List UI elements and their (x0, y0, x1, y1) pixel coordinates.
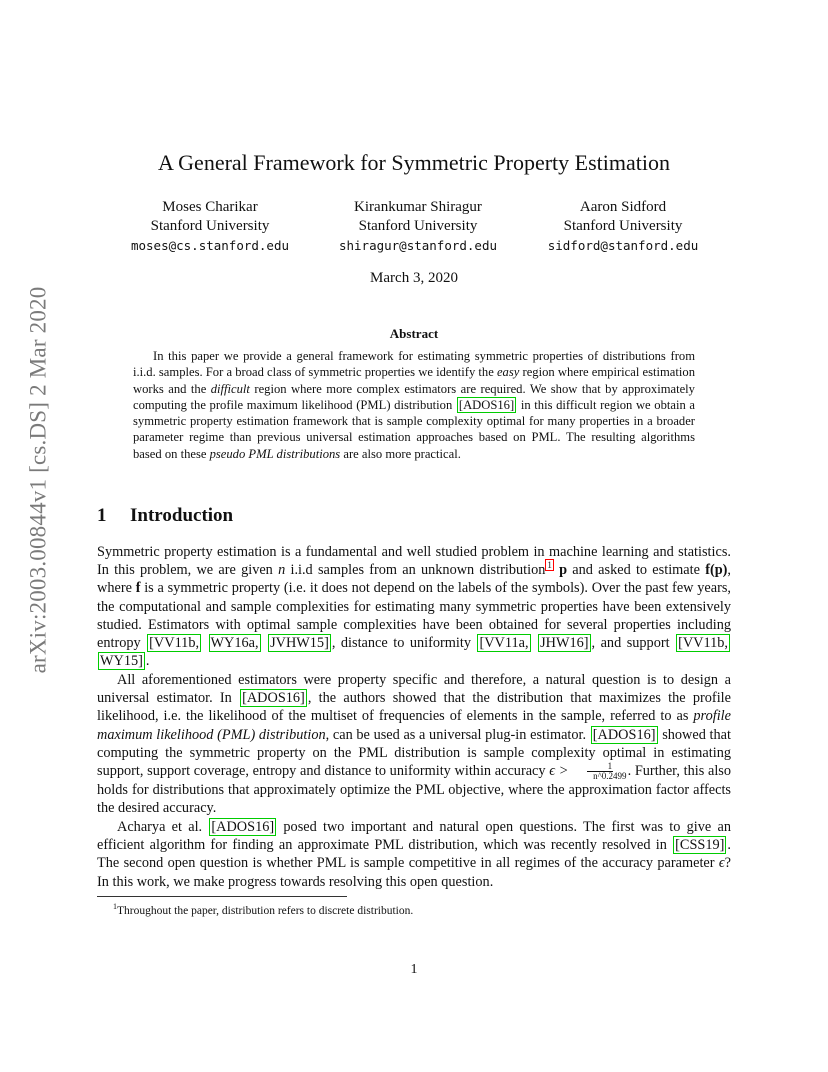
text-run: region where empirical estimation works and the (133, 365, 695, 396)
paragraph-2 (97, 671, 731, 818)
citation-link[interactable]: WY16a, (210, 635, 259, 652)
citation-link[interactable]: [ADOS16] (592, 726, 656, 743)
arxiv-stamp (20, 286, 56, 674)
citation-link[interactable]: WY15] (100, 653, 143, 670)
abstract-heading: Abstract (389, 326, 439, 341)
text-run: is a symmetric property (i.e. it does not depend on the labels of the symbols). Over the past few years, the computational and sample complexities for estimating many symmetric properties have been extensively studied. Estimators with optimal sample complexities have been obtained for several properties including entropy (97, 580, 731, 652)
text-run: , distance to uniformity (331, 635, 477, 652)
author-email: moses@cs.stanford.edu (130, 238, 290, 253)
text-run: , can be used as a universal plug-in estimator. (325, 726, 590, 743)
author-1 (95, 198, 325, 255)
math-p: p (559, 562, 568, 579)
math-fp: f(p) (705, 562, 728, 579)
math-fraction (573, 762, 626, 781)
citation-link[interactable]: [ADOS16] (211, 819, 275, 835)
abstract-text (133, 348, 695, 462)
citation-link[interactable]: [ADOS16] (458, 397, 515, 412)
math-f: f (135, 580, 141, 597)
emphasis-pml: profile maximum likelihood (PML) distribution (97, 708, 731, 743)
page-number: 1 (410, 962, 418, 977)
arxiv-stamp-text: arXiv:2003.00844v1 [cs.DS] 2 Mar 2020 (25, 286, 51, 674)
section-heading (97, 505, 233, 527)
text-run: Symmetric property estimation is a fundamental and well studied problem in machine learning and statistics. In this problem, we are given (97, 544, 731, 579)
footnote-text: Throughout the paper, distribution refers to discrete distribution. (117, 904, 414, 917)
citation-link[interactable]: [VV11b, (678, 635, 728, 652)
text-run: , and support (591, 635, 676, 652)
text-run: . Further, this also holds for distributions that approximately optimize the PML objective, where the approximation factor affects the desired accuracy. (97, 763, 732, 817)
text-run: . The second open question is whether PML is sample competitive in all regimes of the accuracy parameter (97, 837, 731, 872)
footnote-link[interactable]: 1 (547, 560, 552, 571)
citation-link[interactable]: JVHW15] (270, 635, 329, 652)
emphasis-easy: easy (496, 365, 520, 380)
footnote-number: 1 (113, 902, 117, 911)
text-run: in this difficult region we obtain a symmetric property estimation framework that is sample complexity optimal for many properties in a broader parameter regime than previous universal estimation approaches based on PML. The resulting algorithms based on these (133, 397, 695, 461)
text-run: i.i.d samples from an unknown distribution (285, 562, 546, 579)
emphasis-pseudo-pml: pseudo PML distributions (209, 446, 341, 461)
section-number: 1 (97, 505, 107, 526)
author-email: sidford@stanford.edu (547, 238, 699, 253)
text-run: region where more complex estimators are required. We show that by approximately computing the profile maximum likelihood (PML) distribution (133, 381, 695, 412)
citation-link[interactable]: [VV11a, (479, 635, 529, 652)
text-run: posed two important and natural open questions. The first was to give an efficient algorithm for finding an approximate PML distribution, which was recently resolved in (97, 819, 731, 854)
citation-link[interactable]: [CSS19] (675, 837, 725, 854)
author-name: Moses Charikar (162, 199, 258, 215)
text-run: , where (97, 562, 731, 597)
author-name: Kirankumar Shiragur (354, 199, 482, 215)
emphasis-difficult: difficult (210, 381, 250, 396)
text-run: showed that computing the symmetric property on the PML distribution is sample complexity optimal in estimating support, support coverage, entropy and distance to uniformity within accuracy (97, 726, 731, 780)
text-run: , the authors showed that the distribution that maximizes the profile likelihood, i.e. the likelihood of the multiset of frequencies of elements in the sample, referred to as (97, 690, 731, 725)
author-affiliation: Stanford University (150, 218, 270, 234)
section-title: Introduction (130, 505, 234, 526)
text-run: and asked to estimate (567, 562, 706, 579)
math-n: n (278, 562, 286, 579)
footnote-divider (97, 896, 347, 897)
math-epsilon: ϵ (718, 855, 725, 872)
text-run: Acharya et al. (117, 819, 209, 835)
author-2 (303, 198, 533, 255)
text-run: . (145, 653, 150, 670)
text-run: are also more practical. (340, 446, 461, 461)
author-name: Aaron Sidford (579, 199, 667, 215)
paper-title: A General Framework for Symmetric Property Estimation (158, 150, 670, 175)
citation-link[interactable]: [VV11b, (149, 635, 200, 652)
fraction-denominator: n^0.2499 (593, 771, 627, 782)
author-email: shiragur@stanford.edu (338, 238, 498, 253)
author-3 (508, 198, 738, 255)
math-epsilon: ϵ > (549, 763, 569, 780)
paragraph-3 (97, 818, 731, 891)
author-affiliation: Stanford University (358, 218, 478, 234)
fraction-numerator: 1 (587, 762, 614, 772)
footnote (113, 902, 733, 917)
paragraph-1 (97, 543, 731, 670)
paper-date: March 3, 2020 (370, 270, 458, 286)
author-affiliation: Stanford University (563, 218, 683, 234)
citation-link[interactable]: [ADOS16] (242, 690, 305, 707)
text-run: ? In this work, we make progress towards resolving this open question. (97, 855, 731, 890)
text-run: In this paper we provide a general framework for estimating symmetric properties of distributions from i.i.d. samples. For a broad class of symmetric properties we identify the (133, 349, 695, 380)
citation-link[interactable]: JHW16] (540, 635, 589, 652)
text-run: All aforementioned estimators were property specific and therefore, a natural question is to design a universal estimator. In (97, 672, 731, 707)
